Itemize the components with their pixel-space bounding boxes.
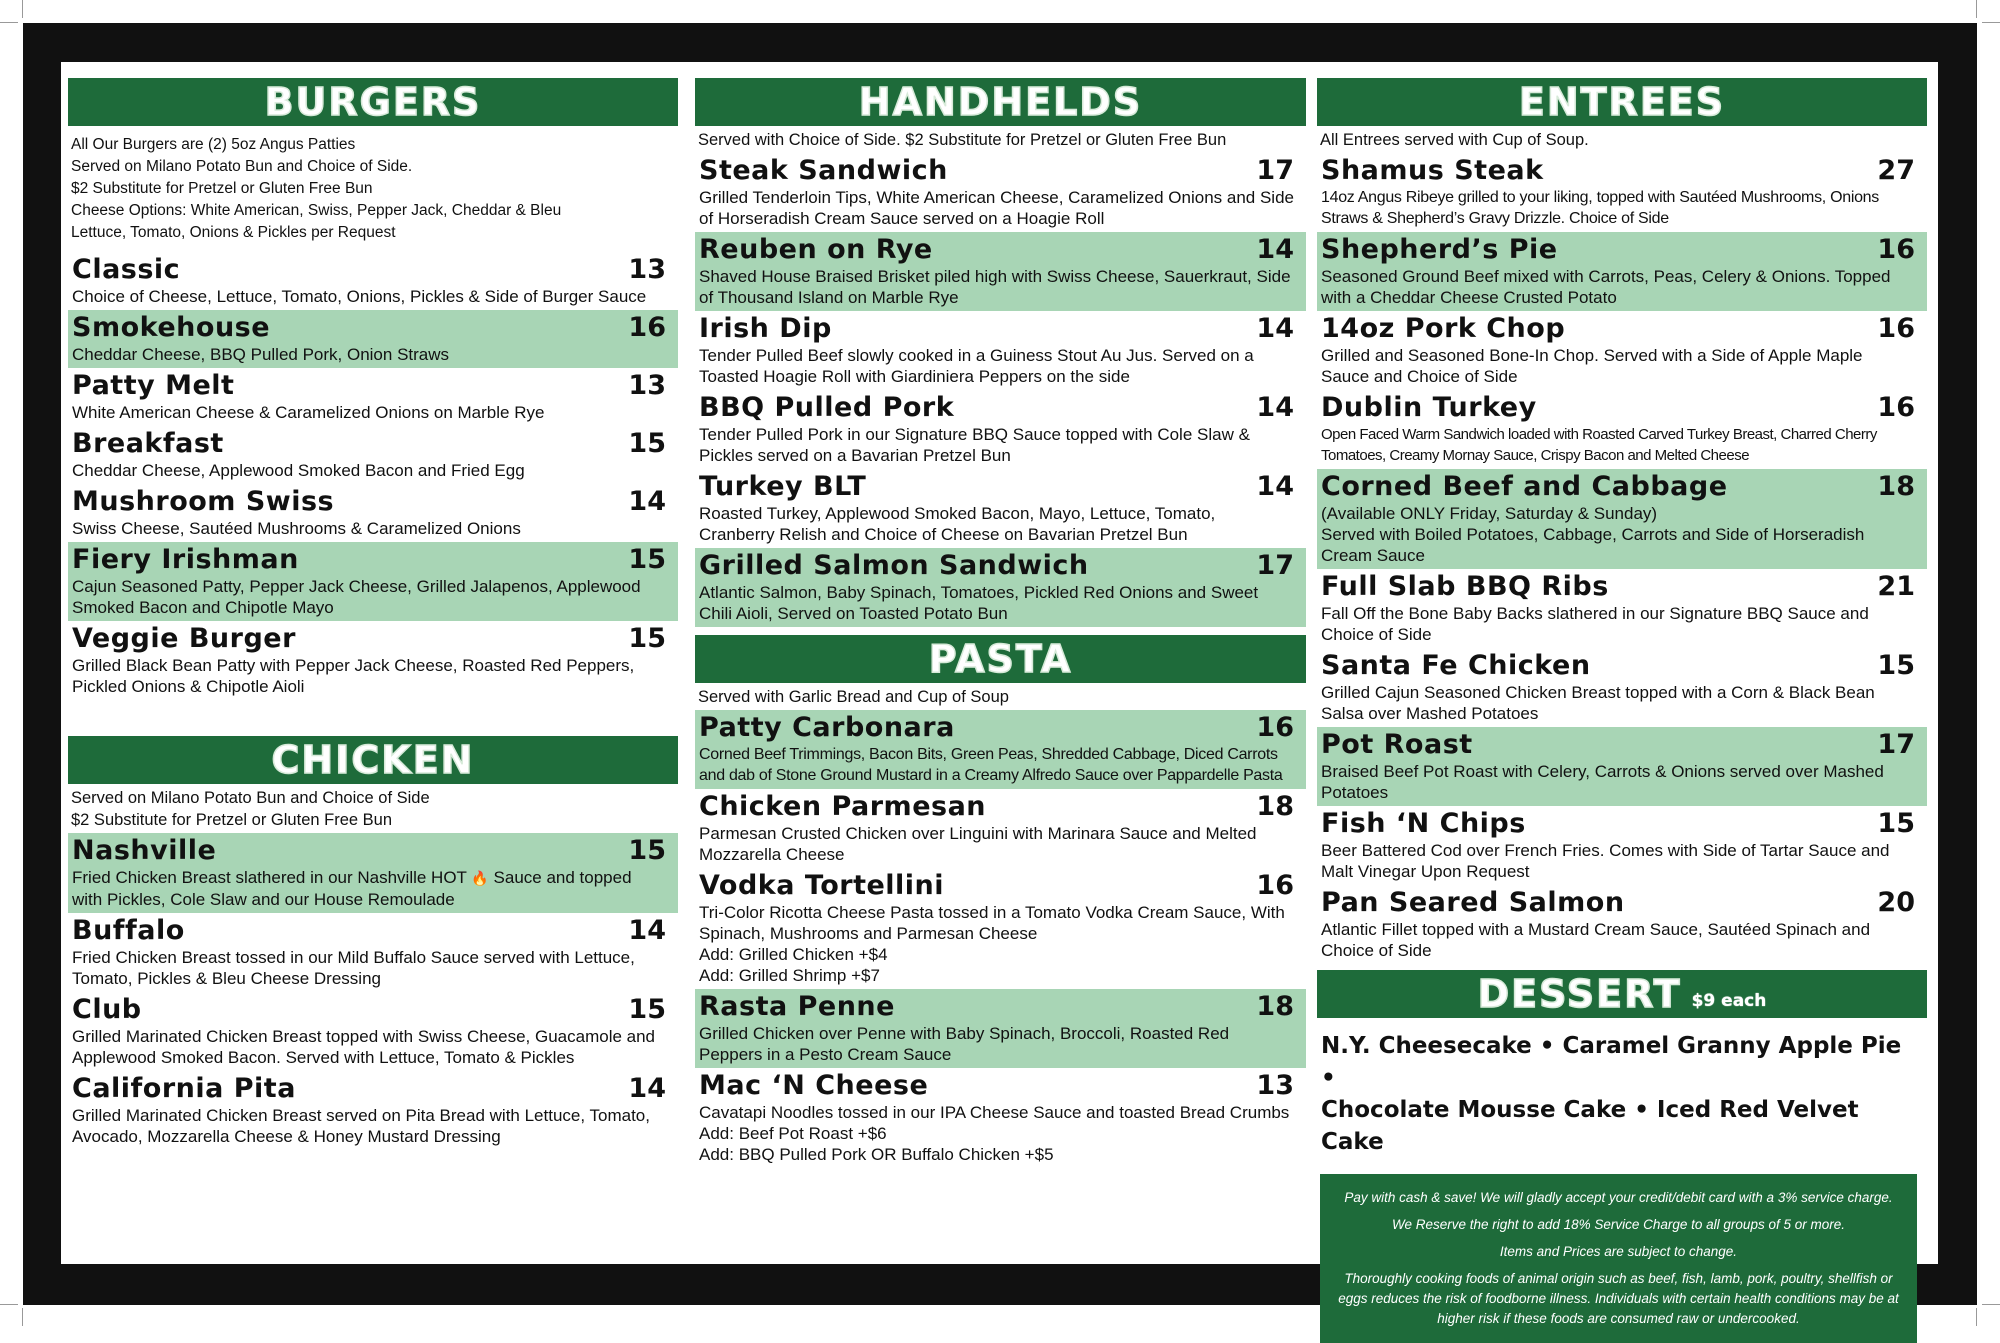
item-desc: Grilled and Seasoned Bone-In Chop. Served with a Side of Apple Maple Sauce and Choice of Side — [1321, 346, 1863, 386]
item-price: 27 — [1877, 155, 1915, 186]
item-desc: 14oz Angus Ribeye grilled to your liking, topped with Sautéed Mushrooms, Onions Straws & Shepherd’s Gravy Drizzle. Choice of Side — [1321, 189, 1879, 227]
item-desc: Beer Battered Cod over French Fries. Comes with Side of Tartar Sauce and Malt Vinegar Upon Request — [1321, 841, 1890, 881]
menu-item-smokehouse — [68, 310, 678, 368]
item-name: BBQ Pulled Pork — [699, 392, 955, 423]
item-note: (Available ONLY Friday, Saturday & Sunday) — [1321, 504, 1658, 523]
item-desc-part: Sauce and topped with Pickles, Cole Slaw and our House Remoulade — [72, 868, 632, 909]
menu-item-vodka-tortellini — [695, 868, 1306, 989]
item-desc-part: Fried Chicken Breast slathered in our Nashville HOT — [72, 868, 467, 887]
crop-mark — [1982, 1304, 2000, 1305]
chicken-intro — [68, 784, 678, 833]
burgers-banner — [68, 78, 678, 126]
item-price: 16 — [1256, 712, 1294, 743]
dessert-title: DESSERT — [1477, 972, 1682, 1016]
menu-item-california-pita — [68, 1071, 678, 1150]
menu-item-reuben-on-rye — [695, 232, 1306, 311]
item-price: 16 — [1877, 313, 1915, 344]
menu-item-buffalo — [68, 913, 678, 992]
pasta-title: PASTA — [928, 637, 1073, 681]
item-desc: Cheddar Cheese, BBQ Pulled Pork, Onion Straws — [72, 345, 450, 364]
item-name: Irish Dip — [699, 313, 832, 344]
crop-mark — [1976, 1308, 1977, 1326]
item-desc: Open Faced Warm Sandwich loaded with Roasted Carved Turkey Breast, Charred Cherry Tomatoes, Creamy Mornay Sauce, Crispy Bacon and Melted Cheese — [1321, 426, 1877, 464]
item-price: 13 — [1256, 1070, 1294, 1101]
item-desc: Corned Beef Trimmings, Bacon Bits, Green Peas, Shredded Cabbage, Diced Carrots and dab of Stone Ground Mustard in a Creamy Alfredo Sauce over Pappardelle Pasta — [699, 746, 1283, 784]
item-price: 13 — [628, 254, 666, 285]
menu-item-patty-melt — [68, 368, 678, 426]
item-name: Vodka Tortellini — [699, 870, 945, 901]
dessert-list — [1317, 1018, 1927, 1168]
item-price: 14 — [628, 486, 666, 517]
item-name: Grilled Salmon Sandwich — [699, 550, 1089, 581]
item-price: 18 — [1256, 791, 1294, 822]
item-desc: Shaved House Braised Brisket piled high with Swiss Cheese, Sauerkraut, Side of Thousand Island on Marble Rye — [699, 267, 1291, 307]
item-name: Turkey BLT — [699, 471, 867, 502]
item-name: California Pita — [72, 1073, 296, 1104]
menu-item-rasta-penne — [695, 989, 1306, 1068]
menu-item-patty-carbonara — [695, 710, 1306, 789]
dessert-line: N.Y. Cheesecake • Caramel Granny Apple Pie • — [1321, 1033, 1902, 1091]
intro-line: Served on Milano Potato Bun and Choice of Side — [71, 789, 430, 807]
menu-item-veggie-burger — [68, 621, 678, 700]
item-price: 20 — [1877, 887, 1915, 918]
item-price: 16 — [1877, 234, 1915, 265]
intro-line: Cheese Options: White American, Swiss, Pepper Jack, Cheddar & Bleu — [71, 202, 562, 219]
item-price: 15 — [628, 994, 666, 1025]
item-name: Breakfast — [72, 428, 224, 459]
item-name: Shamus Steak — [1321, 155, 1544, 186]
menu-item-dublin-turkey — [1317, 390, 1927, 469]
item-price: 14 — [1256, 313, 1294, 344]
item-addon: Add: Beef Pot Roast +$6 — [699, 1124, 887, 1143]
item-name: Club — [72, 994, 142, 1025]
item-desc: Fried Chicken Breast tossed in our Mild Buffalo Sauce served with Lettuce, Tomato, Pickles & Bleu Cheese Dressing — [72, 948, 635, 988]
item-desc: Parmesan Crusted Chicken over Linguini with Marinara Sauce and Melted Mozzarella Cheese — [699, 824, 1257, 864]
item-name: Mac ‘N Cheese — [699, 1070, 929, 1101]
notice-prices: Items and Prices are subject to change. — [1499, 1244, 1738, 1259]
item-price: 17 — [1256, 550, 1294, 581]
entrees-intro: All Entrees served with Cup of Soup. — [1320, 131, 1589, 149]
entrees-banner — [1317, 78, 1927, 126]
notice-food-safety: Thoroughly cooking foods of animal origin such as beef, fish, lamb, pork, poultry, shellfish or eggs reduces the risk of foodborne illness. Individuals with certain health conditions may be at higher risk if these foods are consumed raw or undercooked. — [1338, 1271, 1899, 1326]
item-price: 14 — [1256, 471, 1294, 502]
entrees-title: ENTREES — [1518, 80, 1726, 124]
item-price: 15 — [628, 835, 666, 866]
item-desc: Cajun Seasoned Patty, Pepper Jack Cheese, Grilled Jalapenos, Applewood Smoked Bacon and Chipotle Mayo — [72, 577, 641, 617]
item-name: Dublin Turkey — [1321, 392, 1537, 423]
item-desc: Grilled Cajun Seasoned Chicken Breast topped with a Corn & Black Bean Salsa over Mashed Potatoes — [1321, 683, 1875, 723]
menu-item-shepherds-pie — [1317, 232, 1927, 311]
item-desc: Swiss Cheese, Sautéed Mushrooms & Caramelized Onions — [72, 519, 521, 538]
item-name: Chicken Parmesan — [699, 791, 987, 822]
burgers-intro — [68, 126, 678, 252]
intro-line: Lettuce, Tomato, Onions & Pickles per Request — [71, 224, 396, 241]
item-price: 21 — [1877, 571, 1915, 602]
menu-item-corned-beef-and-cabbage — [1317, 469, 1927, 569]
item-desc: Grilled Marinated Chicken Breast served on Pita Bread with Lettuce, Tomato, Avocado, Mozzarella Cheese & Honey Mustard Dressing — [72, 1106, 650, 1146]
item-desc: Atlantic Fillet topped with a Mustard Cream Sauce, Sautéed Spinach and Choice of Side — [1321, 920, 1871, 960]
item-price: 14 — [1256, 392, 1294, 423]
notice-service-charge: We Reserve the right to add 18% Service Charge to all groups of 5 or more. — [1392, 1217, 1845, 1232]
menu-item-pan-seared-salmon — [1317, 885, 1927, 964]
menu-item-chicken-parmesan — [695, 789, 1306, 868]
item-price: 15 — [628, 544, 666, 575]
item-price: 18 — [1256, 991, 1294, 1022]
item-name: Corned Beef and Cabbage — [1321, 471, 1728, 502]
crop-mark — [22, 1308, 23, 1326]
item-name: Full Slab BBQ Ribs — [1321, 571, 1609, 602]
item-name: Fiery Irishman — [72, 544, 299, 575]
menu-sheet — [61, 62, 1938, 1326]
burgers-title: BURGERS — [264, 80, 482, 124]
item-desc: Roasted Turkey, Applewood Smoked Bacon, Mayo, Lettuce, Tomato, Cranberry Relish and Choice of Cheese on Bavarian Pretzel Bun — [699, 504, 1216, 544]
item-price: 16 — [628, 312, 666, 343]
menu-item-nashville — [68, 833, 678, 913]
item-name: Classic — [72, 254, 181, 285]
item-name: Steak Sandwich — [699, 155, 948, 186]
item-price: 17 — [1877, 729, 1915, 760]
item-name: Veggie Burger — [72, 623, 296, 654]
item-name: Nashville — [72, 835, 217, 866]
item-name: Mushroom Swiss — [72, 486, 335, 517]
item-desc: Tender Pulled Beef slowly cooked in a Guiness Stout Au Jus. Served on a Toasted Hoagie Roll with Giardiniera Peppers on the side — [699, 346, 1254, 386]
column-right — [1317, 78, 1927, 1343]
crop-mark — [1976, 0, 1977, 18]
handhelds-intro: Served with Choice of Side. $2 Substitute for Pretzel or Gluten Free Bun — [698, 131, 1227, 149]
item-price: 18 — [1877, 471, 1915, 502]
item-desc: Braised Beef Pot Roast with Celery, Carrots & Onions served over Mashed Potatoes — [1321, 762, 1884, 802]
item-desc: Fall Off the Bone Baby Backs slathered in our Signature BBQ Sauce and Choice of Side — [1321, 604, 1869, 644]
item-desc: Choice of Cheese, Lettuce, Tomato, Onions, Pickles & Side of Burger Sauce — [72, 287, 647, 306]
item-desc: Cheddar Cheese, Applewood Smoked Bacon and Fried Egg — [72, 461, 525, 480]
intro-line: $2 Substitute for Pretzel or Gluten Free Bun — [71, 180, 373, 197]
item-price: 14 — [628, 1073, 666, 1104]
intro-line: Served on Milano Potato Bun and Choice of Side. — [71, 158, 413, 175]
column-middle — [695, 78, 1306, 1168]
item-price: 16 — [1256, 870, 1294, 901]
item-name: Fish ‘N Chips — [1321, 808, 1526, 839]
item-desc — [72, 867, 666, 910]
dessert-banner — [1317, 970, 1927, 1018]
menu-item-shamus-steak — [1317, 153, 1927, 232]
menu-item-pot-roast — [1317, 727, 1927, 806]
pasta-banner — [695, 635, 1306, 683]
menu-item-classic — [68, 252, 678, 310]
item-name: Patty Carbonara — [699, 712, 955, 743]
dessert-line: Chocolate Mousse Cake • Iced Red Velvet Cake — [1321, 1097, 1859, 1155]
item-name: Santa Fe Chicken — [1321, 650, 1591, 681]
item-desc: Grilled Black Bean Patty with Pepper Jack Cheese, Roasted Red Peppers, Pickled Onions & Chipotle Aioli — [72, 656, 635, 696]
item-name: Reuben on Rye — [699, 234, 933, 265]
menu-item-fiery-irishman — [68, 542, 678, 621]
menu-item-irish-dip — [695, 311, 1306, 390]
item-price: 15 — [628, 428, 666, 459]
policy-notice — [1320, 1174, 1917, 1343]
handhelds-banner — [695, 78, 1306, 126]
item-price: 15 — [628, 623, 666, 654]
chicken-title: CHICKEN — [271, 738, 475, 782]
item-desc: Seasoned Ground Beef mixed with Carrots, Peas, Celery & Onions. Topped with a Cheddar Cheese Crusted Potato — [1321, 267, 1891, 307]
menu-item-steak-sandwich — [695, 153, 1306, 232]
menu-item-bbq-pulled-pork — [695, 390, 1306, 469]
intro-line: $2 Substitute for Pretzel or Gluten Free Bun — [71, 811, 393, 829]
menu-item-grilled-salmon-sandwich — [695, 548, 1306, 627]
crop-mark — [0, 22, 18, 23]
item-name: Buffalo — [72, 915, 185, 946]
item-desc: Grilled Chicken over Penne with Baby Spinach, Broccoli, Roasted Red Peppers in a Pesto Cream Sauce — [699, 1024, 1230, 1064]
item-desc: Cavatapi Noodles tossed in our IPA Cheese Sauce and toasted Bread Crumbs — [699, 1103, 1290, 1122]
item-price: 14 — [1256, 234, 1294, 265]
flame-icon: 🔥 — [471, 870, 489, 886]
dessert-price: $9 each — [1691, 991, 1767, 1011]
item-price: 17 — [1256, 155, 1294, 186]
item-name: Pan Seared Salmon — [1321, 887, 1625, 918]
menu-item-mushroom-swiss — [68, 484, 678, 542]
notice-payment: Pay with cash & save! We will gladly accept your credit/debit card with a 3% service charge. — [1344, 1190, 1893, 1205]
item-desc: Grilled Marinated Chicken Breast topped with Swiss Cheese, Guacamole and Applewood Smoked Bacon. Served with Lettuce, Tomato & Pickles — [72, 1027, 656, 1067]
crop-mark — [1982, 22, 2000, 23]
item-name: Rasta Penne — [699, 991, 895, 1022]
menu-item-turkey-blt — [695, 469, 1306, 548]
item-name: Pot Roast — [1321, 729, 1473, 760]
handhelds-title: HANDHELDS — [858, 80, 1143, 124]
item-desc: Served with Boiled Potatoes, Cabbage, Carrots and Side of Horseradish Cream Sauce — [1321, 525, 1865, 565]
pasta-intro: Served with Garlic Bread and Cup of Soup — [698, 688, 1009, 706]
item-name: Patty Melt — [72, 370, 235, 401]
menu-item-club — [68, 992, 678, 1071]
item-price: 16 — [1877, 392, 1915, 423]
chicken-banner — [68, 736, 678, 784]
crop-mark — [22, 0, 23, 18]
menu-item-fish-n-chips — [1317, 806, 1927, 885]
item-price: 14 — [628, 915, 666, 946]
menu-item-santa-fe-chicken — [1317, 648, 1927, 727]
item-name: Shepherd’s Pie — [1321, 234, 1558, 265]
item-addon: Add: BBQ Pulled Pork OR Buffalo Chicken +$5 — [699, 1145, 1054, 1164]
item-desc: Tri-Color Ricotta Cheese Pasta tossed in a Tomato Vodka Cream Sauce, With Spinach, Mushrooms and Parmesan Cheese — [699, 903, 1285, 943]
item-price: 13 — [628, 370, 666, 401]
item-name: Smokehouse — [72, 312, 271, 343]
item-desc: Tender Pulled Pork in our Signature BBQ Sauce topped with Cole Slaw & Pickles served on a Bavarian Pretzel Bun — [699, 425, 1250, 465]
item-addon: Add: Grilled Chicken +$4 — [699, 945, 888, 964]
menu-item-full-slab-bbq-ribs — [1317, 569, 1927, 648]
column-left — [68, 78, 678, 1150]
item-desc: Atlantic Salmon, Baby Spinach, Tomatoes, Pickled Red Onions and Sweet Chili Aioli, Served on Toasted Potato Bun — [699, 583, 1259, 623]
item-addon: Add: Grilled Shrimp +$7 — [699, 966, 880, 985]
intro-line: All Our Burgers are (2) 5oz Angus Patties — [71, 136, 356, 153]
crop-mark — [0, 1304, 18, 1305]
menu-item-pork-chop — [1317, 311, 1927, 390]
menu-item-mac-n-cheese — [695, 1068, 1306, 1168]
item-price: 15 — [1877, 650, 1915, 681]
item-desc: Grilled Tenderloin Tips, White American Cheese, Caramelized Onions and Side of Horseradish Cream Sauce served on a Hoagie Roll — [699, 188, 1294, 228]
item-price: 15 — [1877, 808, 1915, 839]
menu-item-breakfast — [68, 426, 678, 484]
item-desc: White American Cheese & Caramelized Onions on Marble Rye — [72, 403, 545, 422]
item-name: 14oz Pork Chop — [1321, 313, 1566, 344]
